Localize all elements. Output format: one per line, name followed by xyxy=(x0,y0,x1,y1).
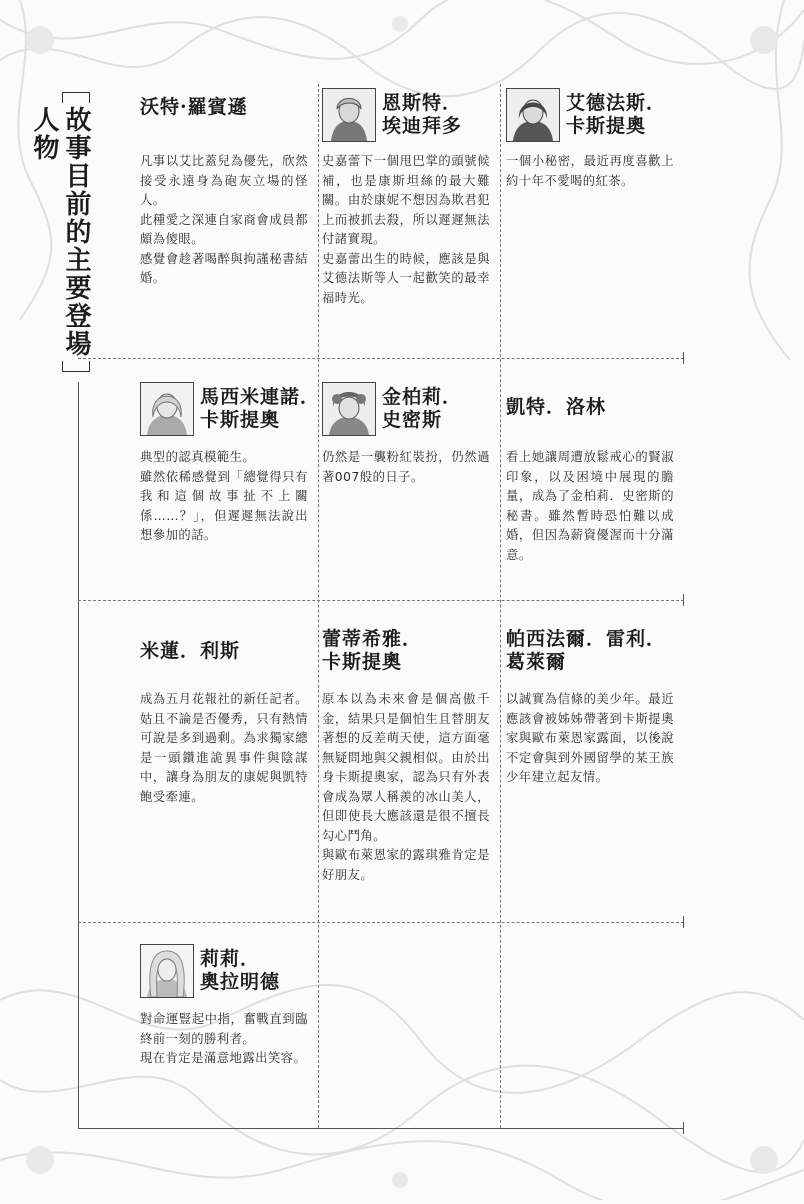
character-name: 沃特·羅賓遜 xyxy=(140,96,248,118)
title-bracket-bottom xyxy=(62,361,90,372)
title-bracket-top xyxy=(62,92,90,103)
row-end-tick xyxy=(683,352,684,364)
character-description: 對命運豎起中指，奮戰直到臨終前一刻的勝利者。 現在肯定是滿意地露出笑容。 xyxy=(140,1012,308,1065)
row-divider xyxy=(78,922,684,923)
column-divider xyxy=(500,84,501,1128)
character-description: 看上她讓周遭放鬆戒心的賢淑印象，以及困境中展現的膽量，成為了金柏莉．史密斯的秘書。雖然暫時恐怕難以成婚，但因為薪資優渥而十分滿意。 xyxy=(506,450,674,562)
row-divider xyxy=(78,600,684,601)
left-vertical-rule xyxy=(78,382,79,1128)
character-description: 一個小秘密，最近再度喜歡上約十年不愛喝的紅茶。 xyxy=(506,154,674,188)
bottom-rule xyxy=(78,1128,684,1129)
character-description: 以誠實為信條的美少年。最近應該會被姊姊帶著到卡斯提奧家與歐布萊恩家露面，以後說不定會與到外國留學的某王族少年建立起友情。 xyxy=(506,692,674,784)
man-portrait-icon xyxy=(506,88,560,142)
character-name: 莉莉． 奧拉明德 xyxy=(200,948,281,993)
man-portrait-icon xyxy=(322,88,376,142)
girl-portrait-icon xyxy=(140,944,194,998)
character-name: 恩斯特． 埃迪拜多 xyxy=(382,92,463,137)
character-name: 蕾蒂希雅． 卡斯提奧 xyxy=(322,628,423,673)
character-name: 米蓮．利斯 xyxy=(140,640,241,662)
character-name: 帕西法爾．雷利． 葛萊爾 xyxy=(506,628,667,673)
woman-portrait-icon xyxy=(322,382,376,436)
row-end-tick xyxy=(683,916,684,928)
character-description: 凡事以艾比蓋兒為優先，欣然接受永遠身為砲灰立場的怪人。 此種愛之深連自家商會成員都頗為傻眼。 感覺會趁著喝醉與拘謹秘書結婚。 xyxy=(140,154,308,285)
character-description: 典型的認真模範生。 雖然依稀感覺到「總覺得只有我和這個故事扯不上關係……？」，但遲遲無法說出想參加的話。 xyxy=(140,450,308,542)
page-title-text: 故事目前的主要登場人物 xyxy=(29,106,91,358)
character-name: 凱特．洛林 xyxy=(506,396,607,418)
character-description: 史嘉蕾下一個甩巴掌的頭號候補，也是康斯坦絲的最大難關。由於康妮不想因為欺君犯上而被抓去殺，所以遲遲無法付諸實現。 史嘉蕾出生的時候，應該是與艾德法斯等人一起歡笑的最幸福時光。 xyxy=(322,154,490,305)
character-name: 艾德法斯． 卡斯提奧 xyxy=(566,92,667,137)
row-end-tick xyxy=(683,1122,684,1134)
character-name: 馬西米連諾． 卡斯提奧 xyxy=(200,386,321,431)
character-name: 金柏莉． 史密斯 xyxy=(382,386,463,431)
character-description: 原本以為未來會是個高傲千金，結果只是個怕生且替朋友著想的反差萌天使，這方面毫無疑問地與父親相似。由於出身卡斯提奧家，認為只有外表會成為眾人稱羨的冰山美人，但即使長大應該還是很不擅長勾心鬥角。 與歐布萊恩家的露琪雅肯定是好朋友。 xyxy=(322,692,490,882)
column-divider xyxy=(318,84,319,1128)
row-end-tick xyxy=(683,594,684,606)
man-portrait-icon xyxy=(140,382,194,436)
row-divider xyxy=(78,358,684,359)
character-description: 成為五月花報社的新任記者。姑且不論是否優秀，只有熱情可說是多到過剩。為求獨家總是一頭鑽進詭異事件與陰謀中，讓身為朋友的康妮與凱特飽受牽連。 xyxy=(140,692,308,804)
page-title xyxy=(29,92,92,372)
character-description: 仍然是一襲粉紅裝扮，仍然過著007般的日子。 xyxy=(322,450,490,484)
